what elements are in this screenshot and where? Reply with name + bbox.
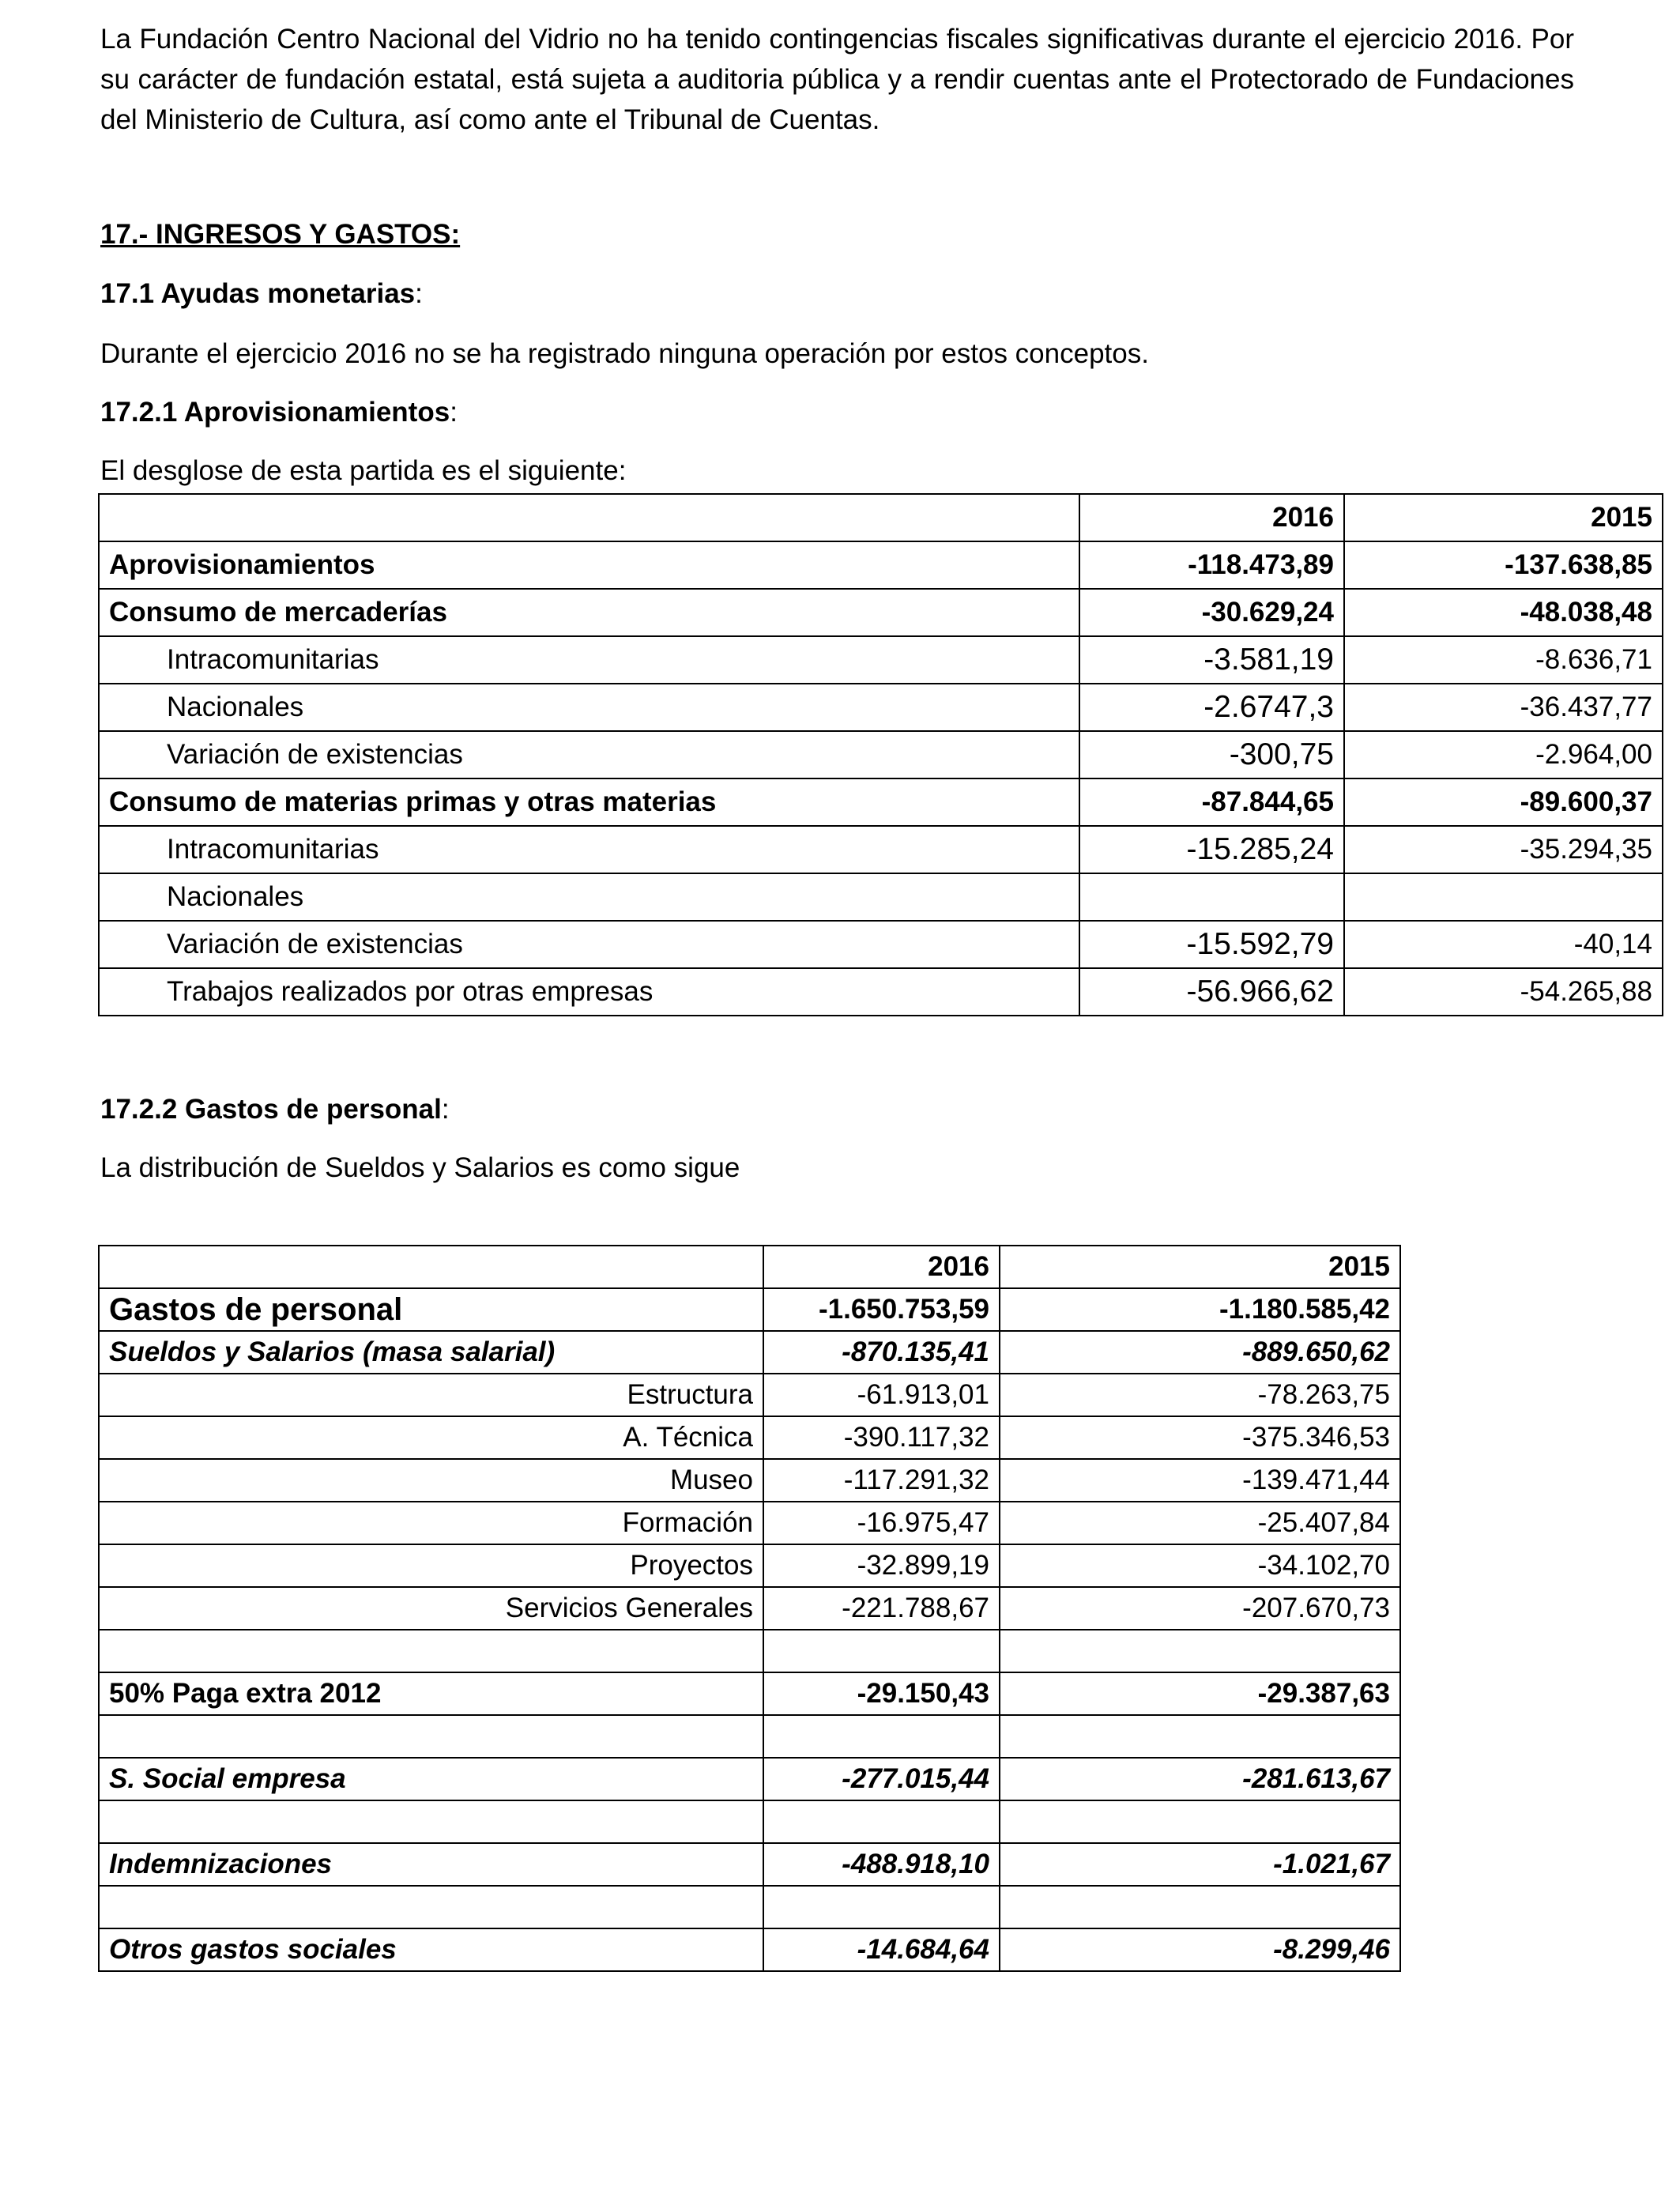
value-2016: -16.975,47 [763, 1502, 1000, 1544]
header-label [99, 1246, 763, 1288]
section-17-2-1-heading [100, 394, 458, 432]
value-2016: -3.581,19 [1079, 636, 1344, 684]
section-17-2-1-title: 17.2.1 Aprovisionamientos [100, 397, 450, 428]
table-row-empty [99, 1630, 1400, 1672]
value-2015: -35.294,35 [1344, 826, 1663, 873]
value-2016 [763, 1630, 1000, 1672]
value-2015: -207.670,73 [1000, 1587, 1400, 1630]
table-row [99, 1544, 1400, 1587]
value-2016: -15.285,24 [1079, 826, 1344, 873]
value-2015: -281.613,67 [1000, 1758, 1400, 1800]
table-row [99, 1672, 1400, 1715]
row-label [99, 1715, 763, 1758]
value-2015: -40,14 [1344, 921, 1663, 968]
section-17-1-title: 17.1 Ayudas monetarias [100, 278, 416, 309]
value-2015: -139.471,44 [1000, 1459, 1400, 1502]
value-2016: -61.913,01 [763, 1374, 1000, 1416]
value-2016: -56.966,62 [1079, 968, 1344, 1016]
row-label [99, 1630, 763, 1672]
row-label: Proyectos [99, 1544, 763, 1587]
header-2016: 2016 [763, 1246, 1000, 1288]
table-row [99, 731, 1663, 778]
section-17-1-heading [100, 275, 423, 313]
value-2016: -488.918,10 [763, 1843, 1000, 1886]
table-row-empty [99, 1886, 1400, 1928]
row-label: Nacionales [99, 873, 1079, 921]
value-2015: -34.102,70 [1000, 1544, 1400, 1587]
table-row [99, 636, 1663, 684]
row-label: Otros gastos sociales [99, 1928, 763, 1971]
row-label: A. Técnica [99, 1416, 763, 1459]
value-2015: -48.038,48 [1344, 589, 1663, 636]
header-label [99, 494, 1079, 541]
value-2015: -1.021,67 [1000, 1843, 1400, 1886]
table-row-empty [99, 1715, 1400, 1758]
value-2016: -14.684,64 [763, 1928, 1000, 1971]
value-2016 [763, 1886, 1000, 1928]
value-2015: -29.387,63 [1000, 1672, 1400, 1715]
value-2015: -54.265,88 [1344, 968, 1663, 1016]
row-label: 50% Paga extra 2012 [99, 1672, 763, 1715]
section-17-2-2-title: 17.2.2 Gastos de personal [100, 1094, 442, 1125]
value-2015 [1344, 873, 1663, 921]
value-2016: -221.788,67 [763, 1587, 1000, 1630]
table-row [99, 1331, 1400, 1374]
value-2016: -300,75 [1079, 731, 1344, 778]
value-2016 [763, 1800, 1000, 1843]
value-2016: -118.473,89 [1079, 541, 1344, 589]
value-2016: -32.899,19 [763, 1544, 1000, 1587]
table-row [99, 921, 1663, 968]
section-17-2-2-heading [100, 1091, 450, 1129]
row-label: Variación de existencias [99, 731, 1079, 778]
value-2015: -2.964,00 [1344, 731, 1663, 778]
table-row [99, 1928, 1400, 1971]
table-row [99, 1758, 1400, 1800]
value-2015: -137.638,85 [1344, 541, 1663, 589]
value-2015: -36.437,77 [1344, 684, 1663, 731]
value-2015: -25.407,84 [1000, 1502, 1400, 1544]
table-row [99, 541, 1663, 589]
table-row-empty [99, 1800, 1400, 1843]
table-row [99, 684, 1663, 731]
table-row [99, 1843, 1400, 1886]
row-label: Consumo de materias primas y otras materias [99, 778, 1079, 826]
value-2016 [1079, 873, 1344, 921]
aprovisionamientos-table [98, 493, 1663, 1016]
value-2015: -375.346,53 [1000, 1416, 1400, 1459]
row-label: Consumo de mercaderías [99, 589, 1079, 636]
table-row [99, 1288, 1400, 1331]
section-17-2-2-text: La distribución de Sueldos y Salarios es como sigue [100, 1152, 740, 1183]
value-2015: -8.299,46 [1000, 1928, 1400, 1971]
value-2016 [763, 1715, 1000, 1758]
intro-paragraph: La Fundación Centro Nacional del Vidrio no ha tenido contingencias fiscales significativas durante el ejercicio 2016. Por su carácter de fundación estatal, está sujeta a auditoria pública y a rendir cuentas ante el Protectorado de Fundaciones del Ministerio de Cultura, así como ante el Tribunal de Cuentas. [100, 24, 1574, 135]
table-row [99, 1587, 1400, 1630]
row-label: Gastos de personal [99, 1288, 763, 1331]
value-2015: -8.636,71 [1344, 636, 1663, 684]
table-row [99, 589, 1663, 636]
value-2016: -390.117,32 [763, 1416, 1000, 1459]
section-17-2-2-colon: : [441, 1094, 450, 1125]
value-2016: -2.6747,3 [1079, 684, 1344, 731]
row-label: Museo [99, 1459, 763, 1502]
value-2015: -889.650,62 [1000, 1331, 1400, 1374]
row-label: Intracomunitarias [99, 636, 1079, 684]
table-row [99, 826, 1663, 873]
table-row [99, 1374, 1400, 1416]
gastos-personal-table [98, 1245, 1401, 1972]
header-2015: 2015 [1344, 494, 1663, 541]
row-label [99, 1800, 763, 1843]
row-label: Nacionales [99, 684, 1079, 731]
row-label: Intracomunitarias [99, 826, 1079, 873]
row-label: Sueldos y Salarios (masa salarial) [99, 1331, 763, 1374]
value-2016: -870.135,41 [763, 1331, 1000, 1374]
value-2016: -15.592,79 [1079, 921, 1344, 968]
value-2016: -30.629,24 [1079, 589, 1344, 636]
row-label: Servicios Generales [99, 1587, 763, 1630]
value-2016: -1.650.753,59 [763, 1288, 1000, 1331]
value-2015: -89.600,37 [1344, 778, 1663, 826]
table-header-row [99, 1246, 1400, 1288]
table-header-row [99, 494, 1663, 541]
value-2015: -78.263,75 [1000, 1374, 1400, 1416]
table-row [99, 968, 1663, 1016]
value-2016: -29.150,43 [763, 1672, 1000, 1715]
table-row [99, 873, 1663, 921]
value-2016: -87.844,65 [1079, 778, 1344, 826]
row-label: Formación [99, 1502, 763, 1544]
table-row [99, 1416, 1400, 1459]
row-label: Aprovisionamientos [99, 541, 1079, 589]
value-2015 [1000, 1800, 1400, 1843]
value-2015: -1.180.585,42 [1000, 1288, 1400, 1331]
row-label [99, 1886, 763, 1928]
header-2015: 2015 [1000, 1246, 1400, 1288]
value-2015 [1000, 1886, 1400, 1928]
table-row [99, 1459, 1400, 1502]
section-17-title: 17.- INGRESOS Y GASTOS: [100, 219, 461, 250]
header-2016: 2016 [1079, 494, 1344, 541]
section-17-2-1-colon: : [450, 397, 458, 428]
value-2016: -117.291,32 [763, 1459, 1000, 1502]
value-2015 [1000, 1630, 1400, 1672]
section-17-2-1-text: El desglose de esta partida es el siguiente: [100, 455, 627, 486]
row-label: Variación de existencias [99, 921, 1079, 968]
row-label: Indemnizaciones [99, 1843, 763, 1886]
table-row [99, 778, 1663, 826]
row-label: Estructura [99, 1374, 763, 1416]
row-label: Trabajos realizados por otras empresas [99, 968, 1079, 1016]
table-row [99, 1502, 1400, 1544]
value-2016: -277.015,44 [763, 1758, 1000, 1800]
section-17-1-colon: : [415, 278, 423, 309]
section-17-1-text: Durante el ejercicio 2016 no se ha registrado ninguna operación por estos conceptos. [100, 338, 1149, 369]
row-label: S. Social empresa [99, 1758, 763, 1800]
value-2015 [1000, 1715, 1400, 1758]
